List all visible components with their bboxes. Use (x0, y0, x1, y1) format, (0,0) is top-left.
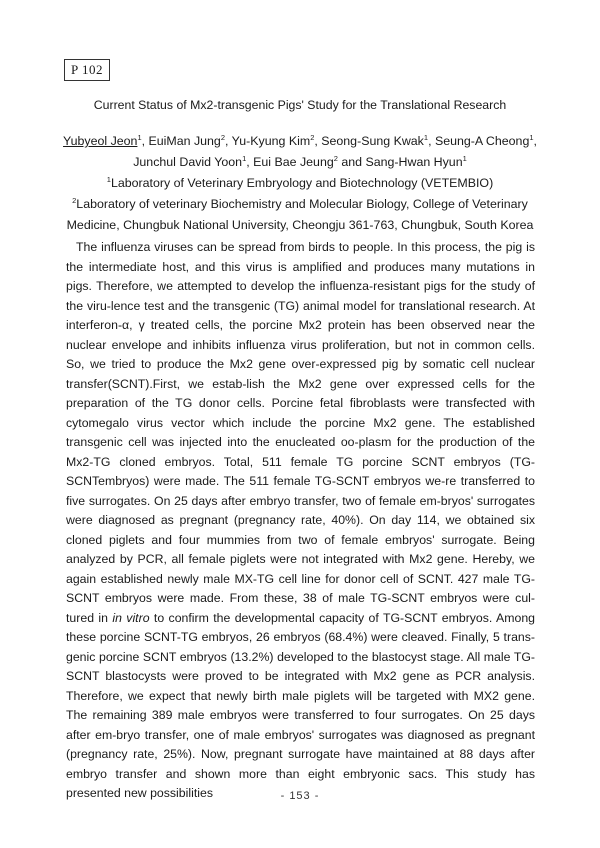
author-sup: 2 (220, 133, 225, 142)
author: Junchul David Yoon (133, 155, 243, 169)
author-sup: 2 (310, 133, 315, 142)
author-line-2 (40, 152, 560, 173)
affiliation-sup: 1 (106, 175, 111, 184)
author-sup: 2 (333, 154, 338, 163)
affiliation-text: Laboratory of veterinary Biochemistry and Molecular Biology, College of Veterinary (76, 197, 528, 211)
page-number: - 153 - (280, 790, 320, 802)
author: , Eui Bae Jeung (246, 155, 334, 169)
affiliation-1 (40, 173, 560, 194)
affiliation-2-line-1 (40, 194, 560, 215)
affiliation-text: Laboratory of Veterinary Embryology and Biotechnology (VETEMBIO) (110, 176, 494, 190)
poster-id: P 102 (71, 62, 103, 77)
author: and Sang-Hwan Hyun (337, 155, 463, 169)
author-affiliation-block (40, 131, 560, 236)
author-line-1 (40, 131, 560, 152)
author-sup: 1 (242, 154, 247, 163)
poster-id-box (64, 59, 110, 81)
author: , Seung-A Cheong (428, 134, 530, 148)
author: , Seong-Sung Kwak (314, 134, 424, 148)
paper-title: Current Status of Mx2-transgenic Pigs' Study for the Translational Research (93, 98, 507, 112)
author-sup: 1 (137, 133, 142, 142)
author: , Yu-Kyung Kim (225, 134, 311, 148)
author-sup: 1 (423, 133, 429, 142)
first-author: Yubyeol Jeon (63, 134, 138, 148)
affiliation-sup: 2 (72, 196, 77, 205)
abstract-text-2: to confirm the developmental capacity of TG-SCNT embryos. Among these porcine SCNT-TG embryos, 26 embryos (68.4%) were cleaved. Finally, 5 trans-genic porcine SCNT embryos (13.2%) developed to the blastocyst stage. All male TG-SCNT blastocysts were proved to be integrated with Mx2 gene as PCR analysis. Therefore, we expect that newly birth male piglets will be targeted with MX2 gene. The remaining 389 male embryos were transferred to four surrogates. On 25 days after em-bryo transfer, one of male embryos' surrogates was diagnosed as pregnant (pregnancy rate, 25%). Now, pregnant surrogate have maintained at 88 days after embryo transfer and shown more than eight embryonic sacs. This study has presented new possibilities (66, 610, 535, 800)
author: , EuiMan Jung (141, 134, 221, 148)
abstract-text-1: The influenza viruses can be spread from birds to people. In this process, the pig is the intermediate host, and this virus is amplified and produces many mutations in pigs. Therefore, we attempted to develop the influenza-resistant pigs for the study of the viru-lence test and the transgenic (TG) animal model for translational research. At interferon-α, γ treated cells, the porcine Mx2 protein has been observed near the nuclear envelope and inhibits influenza virus proliferation, but not in common cells. So, we tried to produce the Mx2 gene over-expressed pig by somatic cell nuclear transfer(SCNT).First, we estab-lish the Mx2 gene over expressed cells for the preparation of the TG donor cells. Porcine fetal fibroblasts were transfected with cytomegalo virus vector which include the porcine Mx2 gene. The established transgenic cell was injected into the enucleated oo-plasm for the production of the Mx2-TG cloned embryos. Total, 511 female TG porcine SCNT embryos (TG-SCNTembryos) were made. The 511 female TG-SCNT embryos we-re transferred to five surrogates. On 25 days after embryo transfer, two of female em-bryos' surrogates were diagnosed as pregnant (pregnancy rate, 40%). On day 114, we obtained six cloned piglets and four mummies from two of female embryos' surrogate. Being analyzed by PCR, all female piglets were not integrated with Mx2 gene. Hereby, we again established newly male MX-TG cell line for donor cell of SCNT. 427 male TG-SCNT embryos were made. From these, 38 of male TG-SCNT embryos were cul-tured in (66, 240, 535, 625)
author-separator: , (533, 134, 537, 148)
abstract-body (66, 238, 535, 804)
author-sup: 1 (462, 154, 467, 163)
author-sup: 1 (529, 133, 534, 142)
abstract-italic-term: in vitro (112, 610, 150, 625)
affiliation-2-line-2: Medicine, Chungbuk National University, Cheongju 361-763, Chungbuk, South Korea (66, 218, 534, 232)
